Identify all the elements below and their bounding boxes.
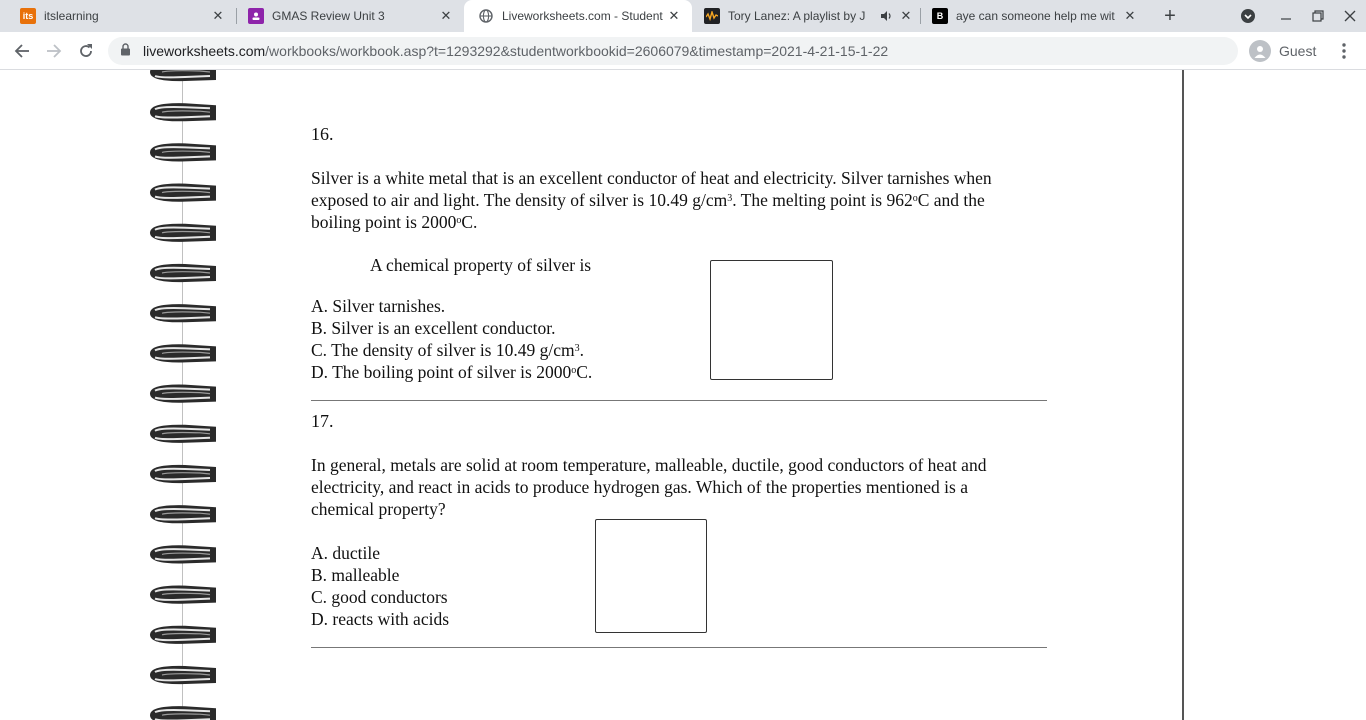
spiral-ring	[150, 425, 216, 443]
back-arrow-icon	[14, 43, 30, 59]
option-c: C. good conductors	[311, 587, 448, 607]
lock-icon[interactable]	[120, 43, 134, 59]
spiral-ring	[150, 666, 216, 684]
option-d: D. reacts with acids	[311, 609, 450, 629]
passage-line: electricity, and react in acids to produce hydrogen gas. Which of the properties mentioned is a	[311, 477, 968, 497]
address-bar[interactable]	[108, 37, 1238, 65]
spiral-ring	[150, 385, 216, 403]
spiral-ring	[150, 706, 216, 720]
passage-line: boiling point is 2000$^o$C.	[311, 212, 478, 232]
worksheet-page	[0, 70, 1366, 720]
globe-icon	[478, 8, 494, 24]
spiral-ring	[150, 465, 216, 483]
url-text: liveworksheets.com/workbooks/workbook.asp?t=1293292&studentworkbookid=2606079&timestamp=2021-4-21-15-1-22	[143, 43, 889, 59]
avatar	[1249, 40, 1271, 62]
speaker-icon[interactable]	[878, 8, 894, 24]
tab-liveworksheets[interactable]	[464, 0, 692, 32]
tab-brainly-question[interactable]	[912, 0, 1148, 32]
question-16-answer-box[interactable]	[710, 260, 833, 380]
tab-title: Tory Lanez: A playlist by J	[728, 9, 866, 23]
spiral-ring	[150, 224, 216, 242]
question-16-prompt: A chemical property of silver is	[370, 255, 592, 275]
classroom-icon	[248, 8, 264, 24]
close-icon[interactable]: ✕	[668, 8, 680, 23]
passage-line: chemical property?	[311, 499, 446, 519]
question-16-number: 16.	[311, 124, 334, 144]
spiral-ring	[150, 103, 216, 121]
spiral-ring	[150, 264, 216, 282]
minimize-button[interactable]	[1269, 0, 1303, 32]
question-17-passage	[311, 454, 1051, 520]
passage-line: Silver is a white metal that is an excellent conductor of heat and electricity. Silver tarnishes when	[311, 168, 992, 188]
browser-menu-button[interactable]	[1334, 37, 1354, 65]
spiral-ring	[150, 626, 216, 644]
option-a: A. ductile	[311, 543, 381, 563]
tab-strip	[0, 0, 1366, 32]
profile-label: Guest	[1279, 43, 1317, 59]
reload-button[interactable]	[72, 37, 100, 65]
section-divider	[311, 400, 1047, 401]
close-window-button[interactable]	[1333, 0, 1366, 32]
tab-title: aye can someone help me wit	[956, 9, 1115, 23]
question-17-answer-box[interactable]	[595, 519, 707, 633]
option-d: D. The boiling point of silver is 2000$^o$C.	[311, 362, 593, 382]
back-button[interactable]	[8, 37, 36, 65]
tab-title: GMAS Review Unit 3	[272, 9, 385, 23]
close-icon[interactable]: ✕	[900, 8, 912, 23]
option-a: A. Silver tarnishes.	[311, 296, 446, 316]
forward-arrow-icon	[46, 43, 62, 59]
forward-button[interactable]	[40, 37, 68, 65]
close-icon[interactable]: ✕	[1124, 8, 1136, 23]
profile-button[interactable]	[1246, 37, 1330, 65]
option-c: C. The density of silver is 10.49 $g/cm^3$.	[311, 340, 584, 360]
section-divider	[311, 647, 1047, 648]
tab-title: itslearning	[44, 9, 99, 23]
question-16-options	[311, 295, 592, 383]
passage-line: exposed to air and light. The density of silver is 10.49 $g/cm^3$. The melting point is 962$^o$C and the	[311, 190, 985, 210]
tab-itslearning[interactable]	[0, 0, 236, 32]
question-17-number: 17.	[311, 411, 334, 431]
question-16-passage	[311, 167, 1051, 233]
spiral-ring	[150, 70, 216, 81]
tab-search-button[interactable]	[1231, 0, 1265, 32]
restore-button[interactable]	[1301, 0, 1335, 32]
new-tab-button[interactable]: +	[1164, 4, 1176, 27]
tab-title: Liveworksheets.com - Student	[502, 9, 663, 23]
spiral-ring	[150, 505, 216, 523]
chevron-down-icon	[1240, 8, 1256, 24]
music-icon	[704, 8, 720, 24]
tab-tory-lanez-playlist[interactable]	[692, 0, 920, 32]
sheet-right-edge	[1182, 70, 1184, 720]
browser-toolbar	[0, 32, 1366, 70]
spiral-ring	[150, 304, 216, 322]
close-icon[interactable]: ✕	[440, 8, 452, 23]
spiral-ring	[150, 184, 216, 202]
spiral-ring	[150, 545, 216, 563]
tab-gmas-review[interactable]	[228, 0, 464, 32]
itslearning-icon: its	[20, 8, 36, 24]
reload-icon	[78, 43, 94, 59]
passage-line: In general, metals are solid at room temperature, malleable, ductile, good conductors of heat and	[311, 455, 987, 475]
kebab-menu-icon	[1342, 43, 1346, 59]
spiral-ring	[150, 143, 216, 161]
spiral-ring	[150, 586, 216, 604]
question-17-options	[311, 542, 449, 630]
option-b: B. malleable	[311, 565, 400, 585]
brainly-icon: B	[932, 8, 948, 24]
option-b: B. Silver is an excellent conductor.	[311, 318, 556, 338]
close-icon[interactable]: ✕	[212, 8, 224, 23]
spiral-binding	[140, 70, 230, 720]
spiral-ring	[150, 344, 216, 362]
